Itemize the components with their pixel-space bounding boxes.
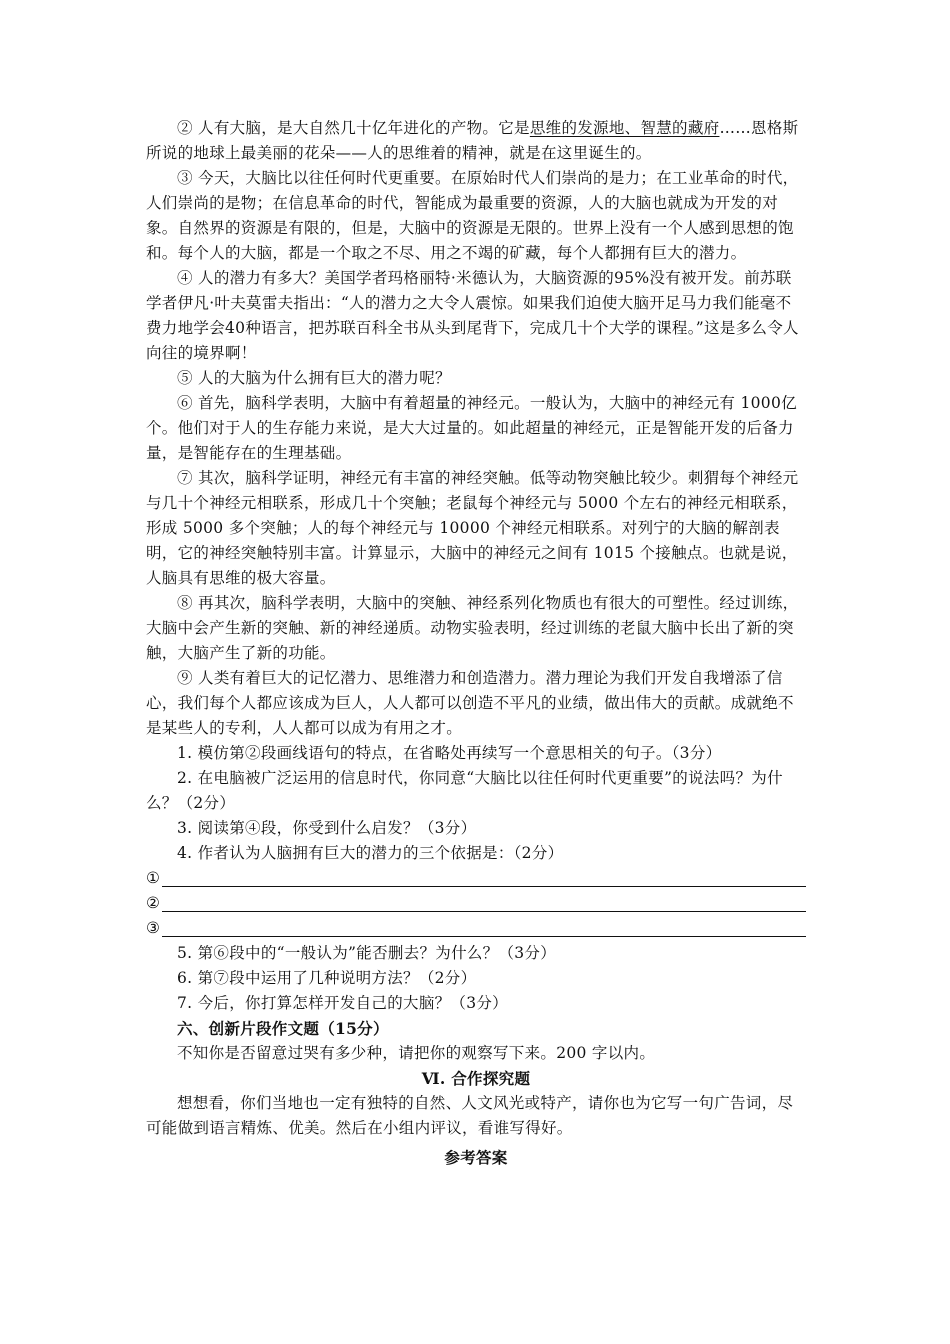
section-vi-text: 想想看，你们当地也一定有独特的自然、人文风光或特产，请你也为它写一句广告词，尽可能做到语言精炼、优美。然后在小组内评议，看谁写得好。 xyxy=(146,1094,794,1137)
paragraph-6: ⑥ 首先，脑科学表明，大脑中有着超量的神经元。一般认为，大脑中的神经元有 1000亿个。他们对于人的生存能力来说，是大大过量的。如此超量的神经元，正是智能开发的后备力量，是智能存在的生理基础。 xyxy=(146,394,797,462)
section-6-title: 六、创新片段作文题（15分） xyxy=(177,1019,389,1038)
paragraph-3: ③ 今天，大脑比以往任何时代更重要。在原始时代人们崇尚的是力；在工业革命的时代，人们崇尚的是物；在信息革命的时代，智能成为最重要的资源，人的大脑也就成为开发的对象。自然界的资源是有限的，但是，大脑中的资源是无限的。世界上没有一个人感到思想的饱和。每个人的大脑，都是一个取之不尽、用之不竭的矿藏，每个人都拥有巨大的潜力。 xyxy=(146,169,799,262)
paragraph-2-text: ② 人有大脑，是大自然几十亿年进化的产物。它是 xyxy=(177,119,530,137)
document-body xyxy=(146,116,806,1170)
answer-line[interactable] xyxy=(162,869,806,887)
answer-blank-number: ③ xyxy=(146,919,160,937)
paragraph-2 xyxy=(146,116,806,166)
paragraph-2-text-end: ……恩格斯所说的地球上最美丽的花朵——人的思维着的精神，就是在这里诞生的。 xyxy=(146,119,799,162)
answer-blank-3[interactable] xyxy=(146,916,806,941)
paragraph-7: ⑦ 其次，脑科学证明，神经元有丰富的神经突触。低等动物突触比较少。刺猬每个神经元与几十个神经元相联系，形成几十个突触；老鼠每个神经元与 5000 个左右的神经元相联系，形成 5000 多个突触；人的每个神经元与 10000 个神经元相联系。对列宁的大脑的解剖表明，它的神经突触特别丰富。计算显示，大脑中的神经元之间有 1015 个接触点。也就是说，人脑具有思维的极大容量。 xyxy=(146,469,799,587)
question-4: 4. 作者认为人脑拥有巨大的潜力的三个依据是：（2分） xyxy=(177,844,564,862)
question-2: 2. 在电脑被广泛运用的信息时代，你同意“大脑比以往任何时代更重要”的说法吗？为什么？（2分） xyxy=(146,769,783,812)
answer-blank-number: ① xyxy=(146,869,160,887)
question-6: 6. 第⑦段中运用了几种说明方法？（2分） xyxy=(177,969,477,987)
answer-blank-2[interactable] xyxy=(146,891,806,916)
section-6-text: 不知你是否留意过哭有多少种，请把你的观察写下来。200 字以内。 xyxy=(177,1044,656,1062)
paragraph-4: ④ 人的潜力有多大？美国学者玛格丽特·米德认为，大脑资源的95%没有被开发。前苏联学者伊凡·叶夫莫雷夫指出：“人的潜力之大令人震惊。如果我们迫使大脑开足马力我们能毫不费力地学会40种语言，把苏联百科全书从头到尾背下，完成几十个大学的课程。”这是多么令人向往的境界啊！ xyxy=(146,269,799,362)
paragraph-5: ⑤ 人的大脑为什么拥有巨大的潜力呢？ xyxy=(177,369,451,387)
answer-blank-1[interactable] xyxy=(146,866,806,891)
section-vi-title: Ⅵ. 合作探究题 xyxy=(421,1069,531,1088)
question-3: 3. 阅读第④段，你受到什么启发？（3分） xyxy=(177,819,477,837)
question-1: 1. 模仿第②段画线语句的特点，在省略处再续写一个意思相关的句子。（3分） xyxy=(177,744,722,762)
answer-blank-number: ② xyxy=(146,894,160,912)
question-5: 5. 第⑥段中的“一般认为”能否删去？为什么？（3分） xyxy=(177,944,557,962)
paragraph-8: ⑧ 再其次，脑科学表明，大脑中的突触、神经系列化物质也有很大的可塑性。经过训练，大脑中会产生新的突触、新的神经递质。动物实验表明，经过训练的老鼠大脑中长出了新的突触，大脑产生了新的功能。 xyxy=(146,594,799,662)
answer-line[interactable] xyxy=(162,894,806,912)
answers-title: 参考答案 xyxy=(444,1148,508,1167)
answer-line[interactable] xyxy=(162,919,806,937)
underlined-phrase: 思维的发源地、智慧的藏府 xyxy=(529,119,720,137)
question-7: 7. 今后，你打算怎样开发自己的大脑？（3分） xyxy=(177,994,508,1012)
paragraph-9: ⑨ 人类有着巨大的记忆潜力、思维潜力和创造潜力。潜力理论为我们开发自我增添了信心，我们每个人都应该成为巨人，人人都可以创造不平凡的业绩，做出伟大的贡献。成就绝不是某些人的专利，人人都可以成为有用之才。 xyxy=(146,669,794,737)
